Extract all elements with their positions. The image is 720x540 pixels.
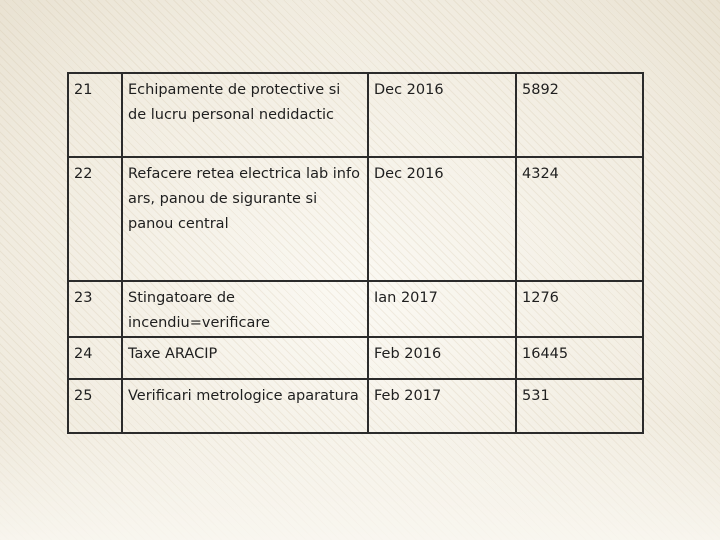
table-row <box>68 73 643 157</box>
amount-cell: 4324 <box>516 157 643 281</box>
table-row <box>68 281 643 337</box>
row-number-cell: 24 <box>68 337 122 379</box>
date-cell: Dec 2016 <box>368 73 516 157</box>
date-cell: Feb 2017 <box>368 379 516 433</box>
description-cell: Taxe ARACIP <box>122 337 368 379</box>
amount-cell: 5892 <box>516 73 643 157</box>
amount-cell: 1276 <box>516 281 643 337</box>
row-number-cell: 23 <box>68 281 122 337</box>
row-number-cell: 21 <box>68 73 122 157</box>
amount-cell: 16445 <box>516 337 643 379</box>
date-cell: Feb 2016 <box>368 337 516 379</box>
expense-table <box>67 72 644 434</box>
description-cell: Echipamente de protective si de lucru personal nedidactic <box>122 73 368 157</box>
background-fade <box>0 420 720 540</box>
row-number-cell: 22 <box>68 157 122 281</box>
amount-cell: 531 <box>516 379 643 433</box>
table-row <box>68 337 643 379</box>
description-cell: Stingatoare de incendiu=verificare <box>122 281 368 337</box>
description-cell: Refacere retea electrica lab info ars, panou de sigurante si panou central <box>122 157 368 281</box>
row-number-cell: 25 <box>68 379 122 433</box>
date-cell: Ian 2017 <box>368 281 516 337</box>
description-cell: Verificari metrologice aparatura <box>122 379 368 433</box>
table-row <box>68 157 643 281</box>
table-row <box>68 379 643 433</box>
date-cell: Dec 2016 <box>368 157 516 281</box>
